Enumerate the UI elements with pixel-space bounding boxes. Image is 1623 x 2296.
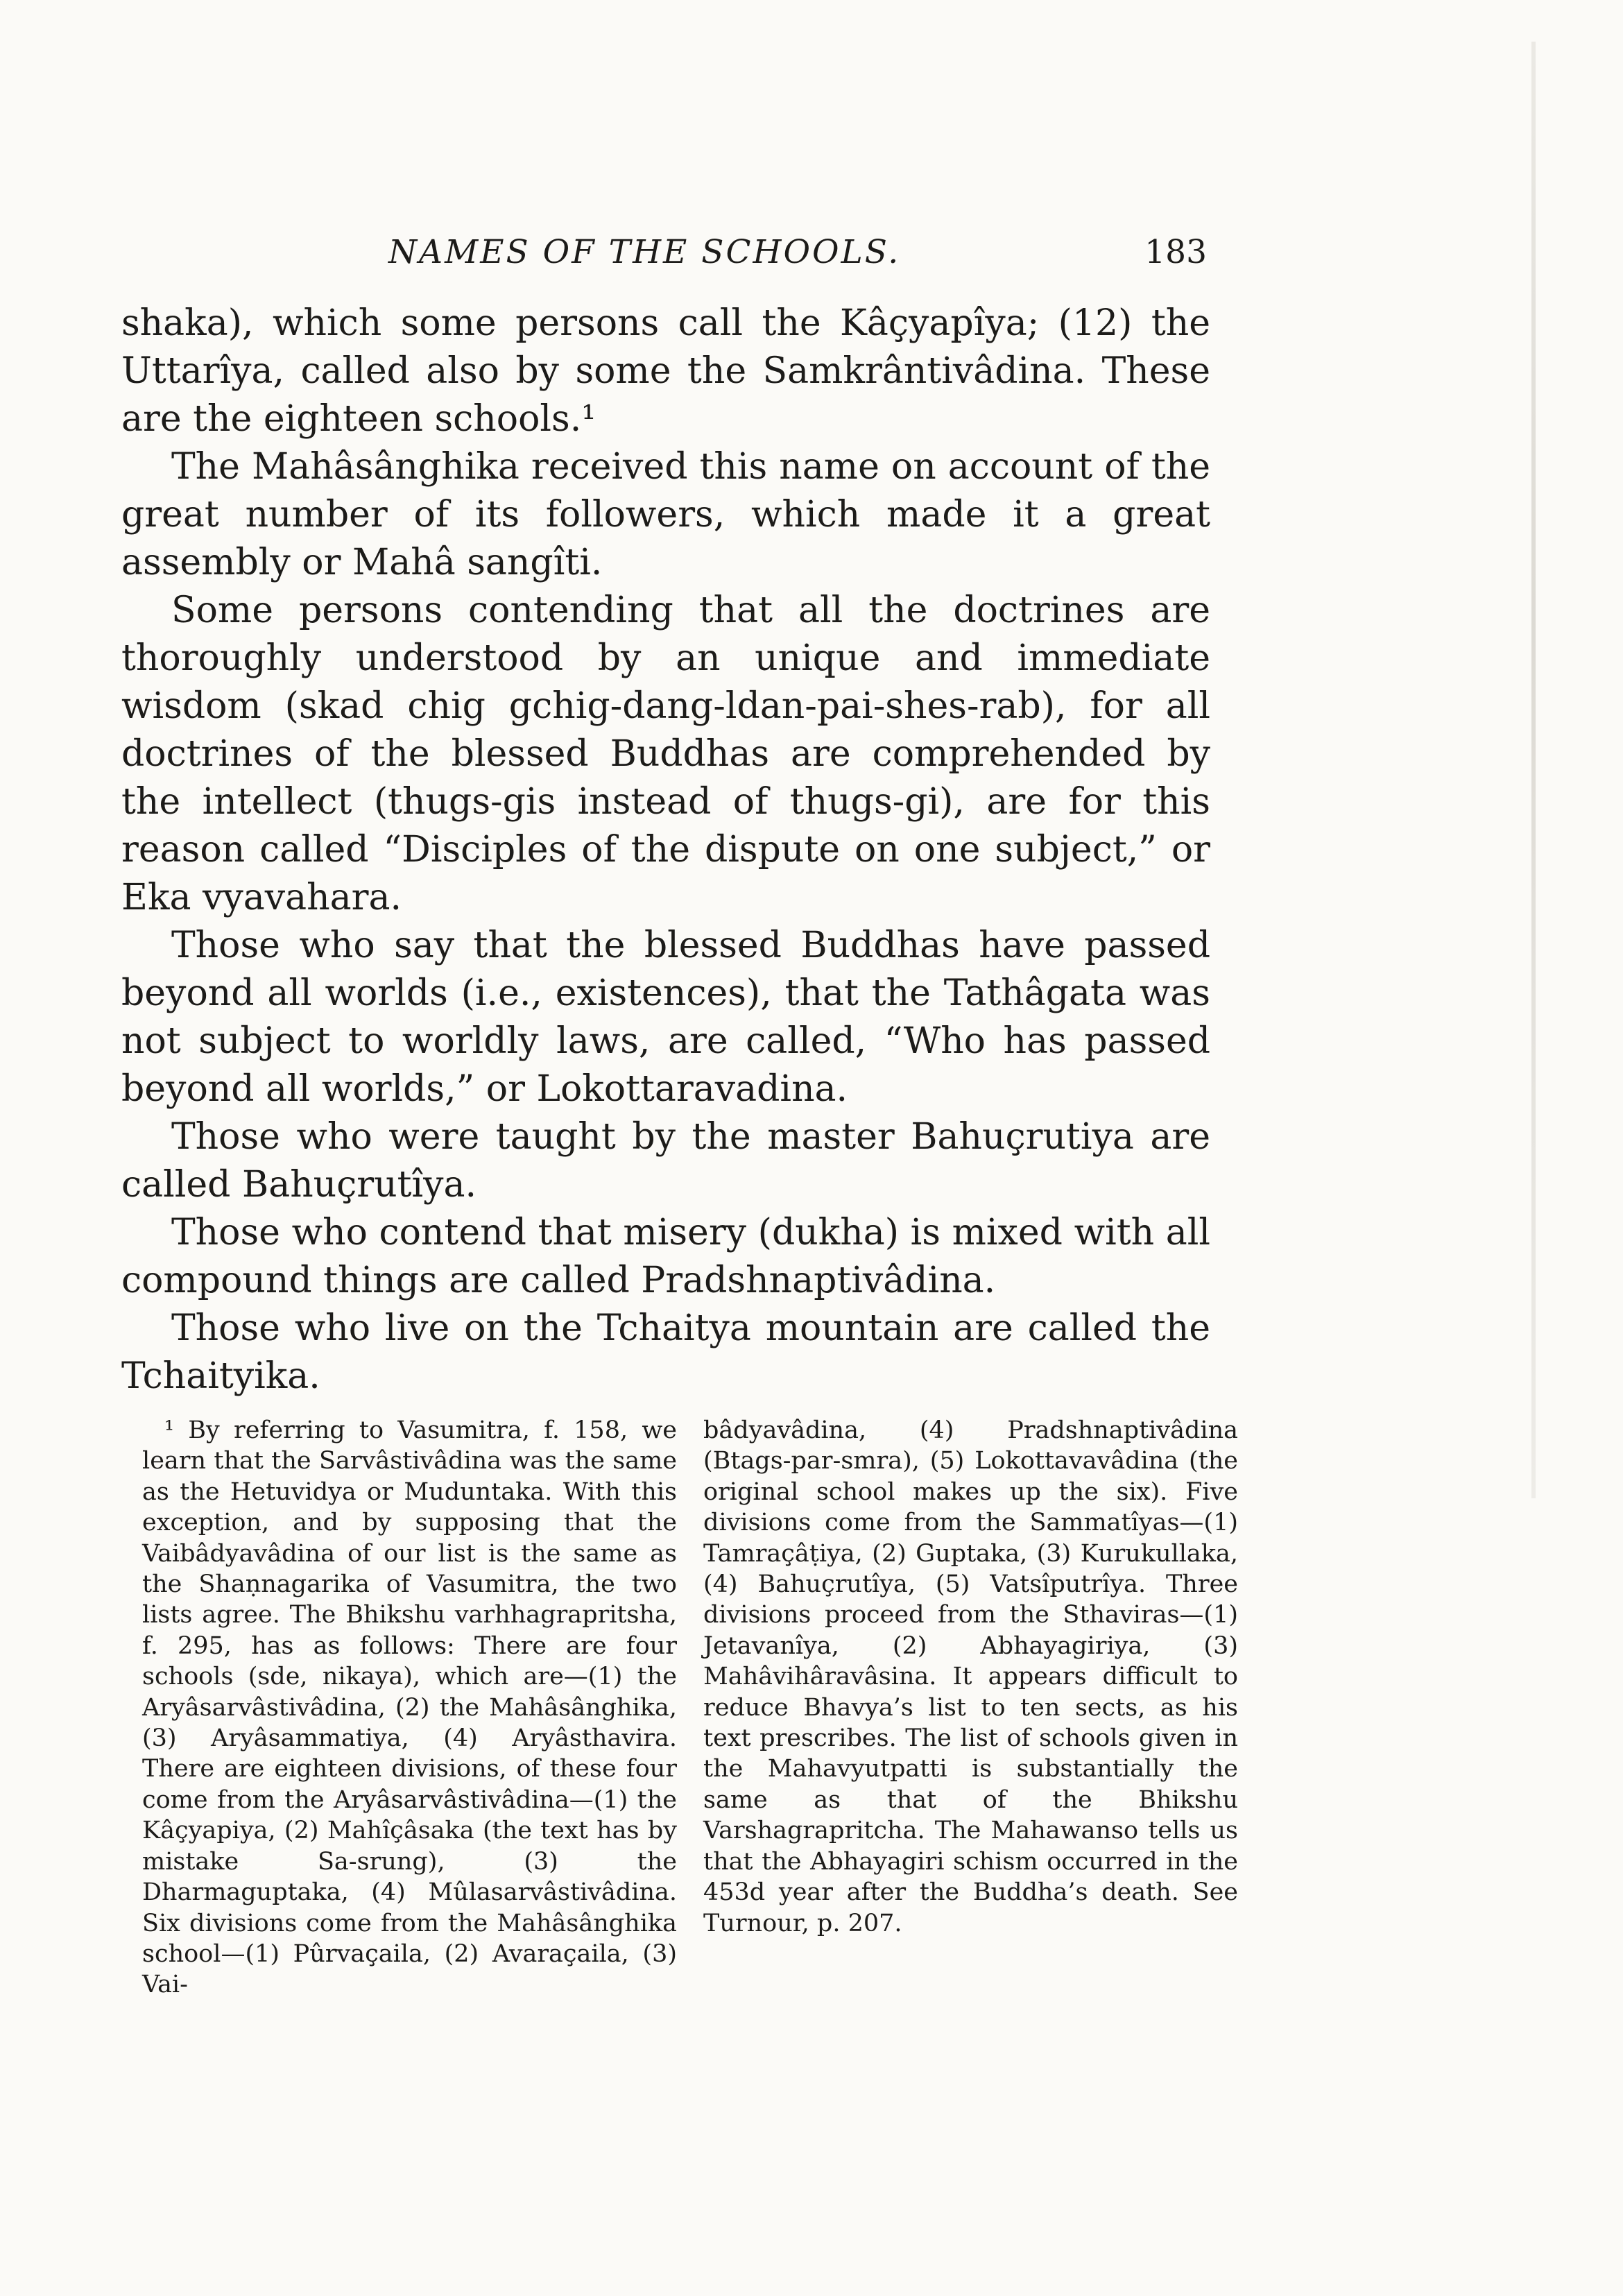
page-number: 183 xyxy=(1144,233,1207,271)
footnote-column-left xyxy=(142,1415,677,2001)
paragraph-1: shaka), which some persons call the Kâçyapîya; (12) the Uttarîya, called also by some the Samkrântivâdina. These are the eighteen schools.¹ xyxy=(121,302,1210,440)
footnote-1-part-2: bâdyavâdina, (4) Pradshnaptivâdina (Btags-par-smra), (5) Lokottavavâdina (the original school makes up the six). Five divisions come from the Sammatîyas—(1) Tamraçâṭiya, (2) Guptaka, (3) Kurukullaka, (4) Bahuçrutîya, (5) Vatsîputrîya. Three divisions proceed from the Sthaviras—(1) Jetavanîya, (2) Abhayagiriya, (3) Mahâvihâravâsina. It appears difficult to reduce Bhavya’s list to ten sects, as his text prescribes. The list of schools given in the Mahavyutpatti is substantially the same as that of the Bhikshu Varshagrapritcha. The Mahawanso tells us that the Abhayagiri schism occurred in the 453d year after the Buddha’s death. See Turnour, p. 207. xyxy=(703,1416,1238,1937)
running-header xyxy=(388,233,1207,275)
paragraph-4: Those who say that the blessed Buddhas have passed beyond all worlds (i.e., existences), that the Tathâgata was not subject to worldly laws, are called, “Who has passed beyond all worlds,” or Lokottaravadina. xyxy=(121,925,1210,1110)
footnote-column-right xyxy=(703,1415,1238,2001)
scan-binding-edge xyxy=(1531,42,1536,1498)
footnote-1-part-1: ¹ By referring to Vasumitra, f. 158, we learn that the Sarvâstivâdina was the same as the Hetuvidya or Muduntaka. With this exception, and by supposing that the Vaibâdyavâdina of our list is the same as the Shaṇnagarika of Vasumitra, the two lists agree. The Bhikshu varhhagrapritsha, f. 295, has as follows: There are four schools (sde, nikaya), which are—(1) the Aryâsarvâstivâdina, (2) the Mahâsânghika, (3) Aryâsammatiya, (4) Aryâsthavira. There are eighteen divisions, of these four come from the Aryâsarvâstivâdina—(1) the Kâçyapiya, (2) Mahîçâsaka (the text has by mistake Sa-srung), (3) the Dharmaguptaka, (4) Mûlasarvâstivâdina. Six divisions come from the Mahâsânghika school—(1) Pûrvaçaila, (2) Avaraçaila, (3) Vai- xyxy=(142,1416,677,1999)
paragraph-7: Those who live on the Tchaitya mountain are called the Tchaityika. xyxy=(121,1308,1210,1397)
paragraph-2: The Mahâsânghika received this name on account of the great number of its followers, which made it a great assembly or Mahâ sangîti. xyxy=(121,446,1210,583)
paragraph-6: Those who contend that misery (dukha) is mixed with all compound things are called Pradshnaptivâdina. xyxy=(121,1212,1210,1301)
paragraph-5: Those who were taught by the master Bahuçrutiya are called Bahuçrutîya. xyxy=(121,1116,1210,1206)
main-text xyxy=(121,300,1210,1400)
running-title: NAMES OF THE SCHOOLS. xyxy=(388,233,901,271)
footnotes xyxy=(142,1415,1238,2001)
paragraph-3: Some persons contending that all the doctrines are thoroughly understood by an unique and immediate wisdom (skad chig gchig-dang-ldan-pai-shes-rab), for all doctrines of the blessed Buddhas are comprehended by the intellect (thugs-gis instead of thugs-gi), are for this reason called “Disciples of the dispute on one subject,” or Eka vyavahara. xyxy=(121,590,1210,918)
